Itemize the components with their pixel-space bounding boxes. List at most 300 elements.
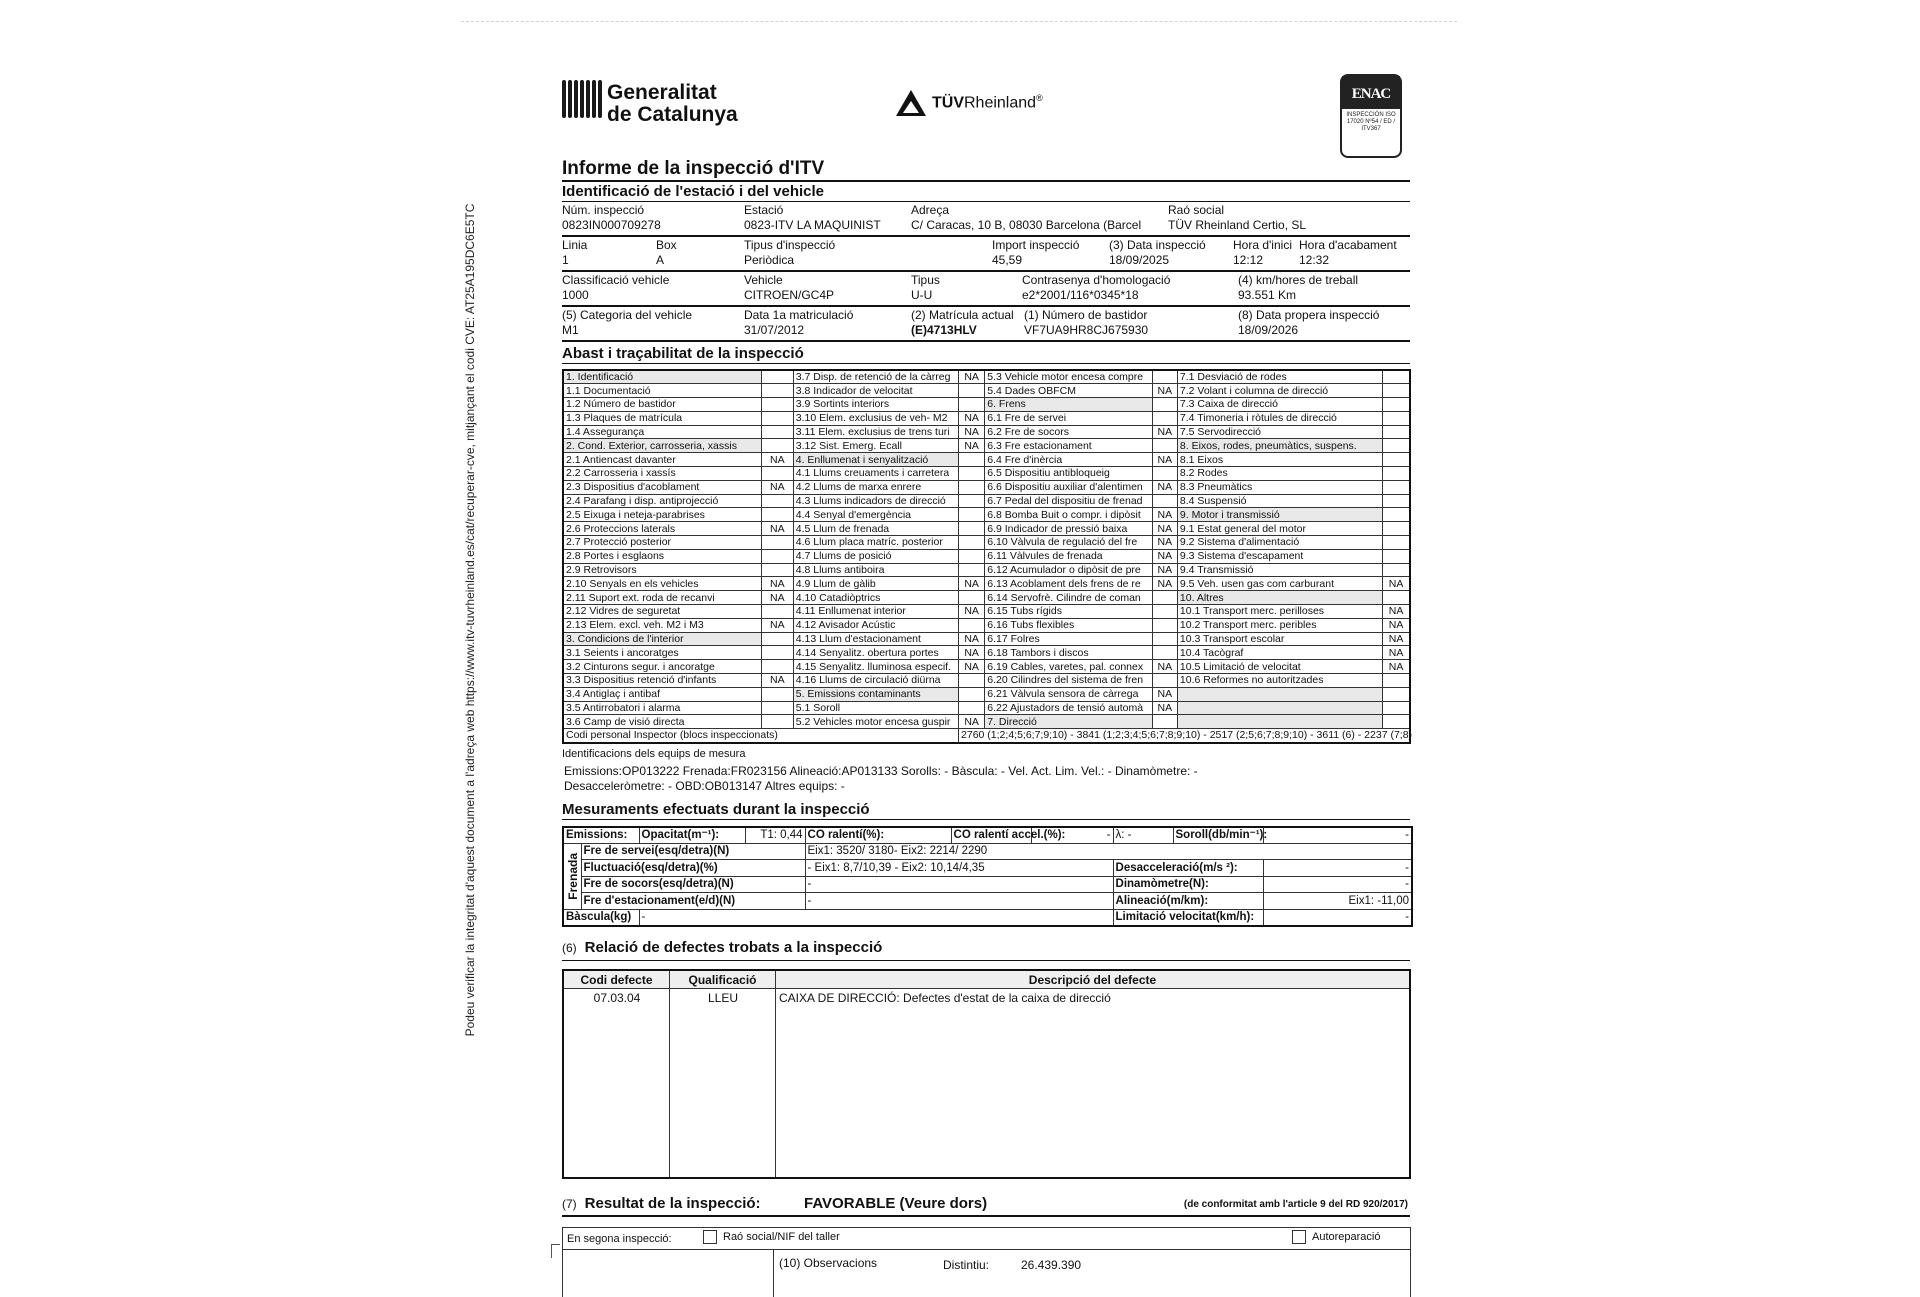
scope-item-status: NA [1152, 536, 1177, 550]
page-corner-mark [551, 1244, 560, 1258]
id-field-label: Contrasenya d'homologació [1022, 273, 1171, 287]
id-field-label: Hora d'acabament [1299, 238, 1397, 252]
section-scope-title: Abast i traçabilitat de la inspecció [562, 344, 1410, 364]
scope-item-status [1383, 370, 1410, 384]
id-field-value: 0823-ITV LA MAQUINIST [744, 218, 881, 232]
defect-rating-header: Qualificació [670, 971, 776, 989]
scope-row [563, 605, 1410, 619]
scope-item-label: 2.12 Vidres de seguretat [563, 605, 761, 619]
scope-row [563, 411, 1410, 425]
scope-item-label: 4.4 Senyal d'emergència [793, 508, 958, 522]
scope-item-status [1383, 425, 1410, 439]
scope-item-label: 6.1 Fre de servei [985, 411, 1153, 425]
scope-item-label: 4.2 Llums de marxa enrere [793, 480, 958, 494]
section-measurements-title: Mesuraments efectuats durant la inspecció [562, 800, 1410, 820]
scope-item-label: 4.13 Llum d'estacionament [793, 632, 958, 646]
scope-row [563, 549, 1410, 563]
id-field-label: Tipus d'inspecció [744, 238, 836, 252]
scope-item-status [1152, 646, 1177, 660]
scope-item-label: 10.2 Transport merc. peribles [1177, 618, 1382, 632]
scope-item-label: 9.5 Veh. usen gas com carburant [1177, 577, 1382, 591]
speed-limit-value: - [1263, 909, 1412, 926]
scope-item-label: 2.13 Elem. excl. veh. M2 i M3 [563, 618, 761, 632]
id-field-label: Data 1a matriculació [744, 308, 854, 322]
scope-item-label: 6.17 Folres [985, 632, 1153, 646]
emergency-brake-label: Fre de socors(esq/detra)(N) [581, 876, 805, 893]
scope-item-status [959, 494, 985, 508]
scope-item-label: 6.5 Dispositiu antibloqueig [985, 467, 1153, 481]
parking-brake-value: - [805, 893, 1113, 910]
fluctuation-label: Fluctuació(esq/detra)(%) [581, 860, 805, 877]
service-brake-value: Eix1: 3520/ 3180- Eix2: 2214/ 2290 [805, 843, 1412, 860]
id-field-label: (8) Data propera inspecció [1238, 308, 1380, 322]
defects-table [562, 969, 1411, 1179]
id-field-label: Box [656, 238, 677, 252]
scope-item-status [761, 632, 793, 646]
scope-item-status [1152, 439, 1177, 453]
scope-item-label: 8.4 Suspensió [1177, 494, 1382, 508]
scope-item-label: 1.3 Plaques de matrícula [563, 411, 761, 425]
id-field-label: (3) Data inspecció [1109, 238, 1206, 252]
scope-item-label: 10. Altres [1177, 591, 1382, 605]
scope-item-status [1383, 701, 1410, 715]
scope-item-label [1177, 715, 1382, 729]
scope-item-status: NA [959, 411, 985, 425]
scope-item-status [761, 687, 793, 701]
scope-item-status [1152, 605, 1177, 619]
equipment-line-2: Desacceleròmetre: - OBD:OB013147 Altres equips: - [564, 778, 845, 793]
scope-item-status: NA [1383, 618, 1410, 632]
id-field-value: 31/07/2012 [744, 323, 805, 337]
scope-item-label: 9. Motor i transmissió [1177, 508, 1382, 522]
scope-item-label: 1. Identificació [563, 370, 761, 384]
scope-item-status: NA [761, 591, 793, 605]
scope-item-label: 2. Cond. Exterior, carrosseria, xassis [563, 439, 761, 453]
scope-item-status [1383, 398, 1410, 412]
scope-item-status [959, 591, 985, 605]
scope-item-label: 4.11 Enllumenat interior [793, 605, 958, 619]
scope-item-label: 3.12 Sist. Emerg. Ecall [793, 439, 958, 453]
scope-item-label: 4.10 Catadiòptrics [793, 591, 958, 605]
defect-description: CAIXA DE DIRECCIÓ: Defectes d'estat de la caixa de direcció [779, 990, 1111, 1005]
scope-item-status [1383, 480, 1410, 494]
scope-item-label: 5.3 Vehicle motor encesa compre [985, 370, 1153, 384]
scope-item-status [1152, 632, 1177, 646]
scope-item-status [959, 508, 985, 522]
scope-row [563, 480, 1410, 494]
scope-row [563, 453, 1410, 467]
scope-item-label: 3.2 Cinturons segur. i ancoratge [563, 660, 761, 674]
id-field-value: 18/09/2026 [1238, 323, 1299, 337]
id-field-label: Vehicle [744, 273, 783, 287]
scope-item-label: 3.4 Antiglaç i antibaf [563, 687, 761, 701]
scope-row [563, 467, 1410, 481]
scope-item-label: 1.1 Documentació [563, 384, 761, 398]
id-field-value: Periòdica [744, 253, 795, 267]
scope-item-label: 3.8 Indicador de velocitat [793, 384, 958, 398]
scope-item-status [761, 494, 793, 508]
id-field-label: Adreça [911, 203, 950, 217]
scope-item-status: NA [761, 480, 793, 494]
enac-seal-text: INSPECCIÓN ISO 17020 Nº54 / ED / ITV367 [1346, 112, 1396, 132]
scope-item-status: NA [1152, 563, 1177, 577]
opacity-value: T1: 0,44 [745, 827, 805, 844]
scale-label: Bàscula(kg) [563, 909, 639, 926]
scope-item-status [1152, 398, 1177, 412]
id-row-2 [562, 237, 1410, 272]
equipment-title: Identificacions dels equips de mesura [562, 747, 746, 760]
scope-item-status [959, 536, 985, 550]
scope-item-label: 4.8 Llums antiboira [793, 563, 958, 577]
defect-description-header: Descripció del defecte [776, 971, 1409, 989]
scope-row [563, 508, 1410, 522]
scope-item-status [959, 480, 985, 494]
scope-item-label: 4.5 Llum de frenada [793, 522, 958, 536]
scope-item-label: 6.16 Tubs flexibles [985, 618, 1153, 632]
scope-item-status [1152, 674, 1177, 688]
emissions-label: Emissions: [563, 827, 639, 844]
scope-item-label: 6.21 Vàlvula sensora de càrrega [985, 687, 1153, 701]
scope-row [563, 674, 1410, 688]
scope-item-label: 4.14 Senyalitz. obertura portes [793, 646, 958, 660]
scope-item-status: NA [1152, 577, 1177, 591]
scope-item-label: 5.1 Soroll [793, 701, 958, 715]
scope-item-status [1383, 536, 1410, 550]
scope-item-status [959, 563, 985, 577]
id-field-value: C/ Caracas, 10 B, 08030 Barcelona (Barcel [911, 218, 1142, 232]
scope-item-label: 3.11 Elem. exclusius de trens turi [793, 425, 958, 439]
scope-item-label: 7.5 Servodirecció [1177, 425, 1382, 439]
scope-item-status [761, 563, 793, 577]
scope-item-status [1152, 467, 1177, 481]
scope-row [563, 494, 1410, 508]
id-field-value: (E)4713HLV [911, 323, 977, 337]
second-inspection-box [562, 1227, 1411, 1297]
id-field-value: 0823IN000709278 [562, 218, 661, 232]
scope-item-label: 4.6 Llum placa matríc. posterior [793, 536, 958, 550]
scope-item-label: 7.2 Volant i columna de direcció [1177, 384, 1382, 398]
scope-row [563, 715, 1410, 729]
id-field-label: (1) Número de bastidor [1024, 308, 1148, 322]
scope-item-label: 6.20 Cilindres del sistema de fren [985, 674, 1153, 688]
scope-item-status: NA [1152, 522, 1177, 536]
scope-row [563, 522, 1410, 536]
scope-item-status: NA [959, 577, 985, 591]
self-repair-checkbox[interactable] [1292, 1230, 1306, 1244]
scope-item-label: 2.7 Protecció posterior [563, 536, 761, 550]
scope-item-status [761, 646, 793, 660]
scope-item-status: NA [761, 618, 793, 632]
scope-row [563, 536, 1410, 550]
scope-item-label: 8.3 Pneumàtics [1177, 480, 1382, 494]
emissions-row [563, 827, 1412, 844]
scope-item-status [1152, 715, 1177, 729]
scope-item-label: 2.5 Eixuga i neteja-parabrises [563, 508, 761, 522]
second-inspection-label: En segona inspecció: [567, 1232, 672, 1245]
scope-item-status: NA [1383, 660, 1410, 674]
scope-item-status: NA [1152, 660, 1177, 674]
scope-item-status [761, 701, 793, 715]
scope-item-status: NA [761, 674, 793, 688]
scope-item-status [761, 508, 793, 522]
scope-item-status [1152, 411, 1177, 425]
id-field-value: 12:32 [1299, 253, 1330, 267]
scope-item-label: 6.14 Servofrè. Cilindre de coman [985, 591, 1153, 605]
scope-item-status [1383, 591, 1410, 605]
scope-row [563, 646, 1410, 660]
scope-item-label: 5.2 Vehicles motor encesa guspir [793, 715, 958, 729]
scope-item-status [959, 674, 985, 688]
scope-item-status: NA [1383, 605, 1410, 619]
scope-item-label: 2.10 Senyals en els vehicles [563, 577, 761, 591]
scope-item-label: 7.1 Desviació de rodes [1177, 370, 1382, 384]
scope-row [563, 384, 1410, 398]
id-field-label: Hora d'inici [1233, 238, 1292, 252]
scope-row [563, 632, 1410, 646]
scope-item-status [761, 715, 793, 729]
scope-item-status: NA [1152, 384, 1177, 398]
scope-item-status: NA [1383, 577, 1410, 591]
deceleration-value: - [1263, 860, 1412, 877]
scope-item-status [1383, 674, 1410, 688]
alignment-value: Eix1: -11,00 [1263, 893, 1412, 910]
lambda-value: λ: - [1113, 827, 1173, 844]
scope-item-status [1383, 439, 1410, 453]
scope-item-status: NA [761, 453, 793, 467]
id-field-value: TÜV Rheinland Certio, SL [1168, 218, 1307, 232]
scope-item-status [761, 425, 793, 439]
scope-item-status: NA [959, 632, 985, 646]
scope-item-label: 3.1 Seients i ancoratges [563, 646, 761, 660]
noise-value: - [1263, 827, 1412, 844]
deceleration-label: Desacceleració(m/s ²): [1113, 860, 1263, 877]
co-accel-value: - [1031, 827, 1113, 844]
section-result-label: Resultat de la inspecció: [584, 1194, 761, 1212]
section-result-number: (7) [562, 1196, 577, 1211]
braking-group [563, 843, 581, 909]
observations-label: (10) Observacions [779, 1255, 878, 1270]
id-field-label: Linia [562, 238, 588, 252]
scope-item-status: NA [761, 522, 793, 536]
tuv-logo-rest: Rheinland [964, 94, 1037, 112]
scope-item-label: 4.16 Llums de circulació diürna [793, 674, 958, 688]
scope-item-label: 4.15 Senyalitz. lluminosa especif. [793, 660, 958, 674]
generalitat-logo-icon [562, 80, 602, 118]
scope-item-status: NA [959, 370, 985, 384]
scope-item-label: 6.7 Pedal del dispositiu de frenad [985, 494, 1153, 508]
scope-item-status [761, 370, 793, 384]
defect-code-header: Codi defecte [564, 971, 670, 989]
id-field-value: 93.551 Km [1238, 288, 1297, 302]
second-inspection-row [563, 1228, 1410, 1250]
scope-item-status [1383, 563, 1410, 577]
distinctive-label: Distintiu: [943, 1257, 990, 1272]
scope-item-status [959, 549, 985, 563]
id-field-label: Estació [744, 203, 784, 217]
self-repair-option[interactable] [1292, 1230, 1381, 1244]
service-brake-row [563, 843, 1412, 860]
scope-item-label: 10.5 Limitació de velocitat [1177, 660, 1382, 674]
scope-item-status [761, 467, 793, 481]
scope-item-status: NA [1383, 646, 1410, 660]
scope-row [563, 563, 1410, 577]
scope-item-label: 6.11 Vàlvules de frenada [985, 549, 1153, 563]
scope-item-status: NA [959, 660, 985, 674]
enac-seal [1340, 74, 1402, 158]
scope-item-label: 6. Frens [985, 398, 1153, 412]
scope-item-label: 10.6 Reformes no autoritzades [1177, 674, 1382, 688]
scope-item-label: 8.1 Eixos [1177, 453, 1382, 467]
scope-item-status [959, 467, 985, 481]
scope-item-label: 7.4 Timoneria i ròtules de direcció [1177, 411, 1382, 425]
dynamometer-label: Dinamòmetre(N): [1113, 876, 1263, 893]
tuv-triangle-icon [896, 90, 926, 116]
scope-item-label: 6.19 Cables, varetes, pal. connex [985, 660, 1153, 674]
scope-item-label: 4. Enllumenat i senyalització [793, 453, 958, 467]
scope-item-status [1383, 494, 1410, 508]
workshop-option[interactable] [703, 1230, 840, 1244]
speed-limit-label: Limitació velocitat(km/h): [1113, 909, 1263, 926]
scope-item-label: 1.4 Assegurança [563, 425, 761, 439]
scope-item-status: NA [959, 715, 985, 729]
inspector-code-row [563, 729, 1410, 743]
generalitat-line2: de Catalunya [607, 103, 738, 126]
scope-item-label: 6.6 Dispositiu auxiliar d'alentimen [985, 480, 1153, 494]
generalitat-line1: Generalitat [607, 81, 717, 104]
scope-row [563, 425, 1410, 439]
observations-divider [773, 1250, 774, 1297]
report-header [562, 74, 1410, 156]
scope-item-label: 10.3 Transport escolar [1177, 632, 1382, 646]
scope-item-status [761, 439, 793, 453]
scope-item-status: NA [1152, 480, 1177, 494]
scope-item-label: 2.11 Suport ext. roda de recanvi [563, 591, 761, 605]
scope-item-label: 6.2 Fre de socors [985, 425, 1153, 439]
id-field-label: Classificació vehicle [562, 273, 670, 287]
scope-item-label: 2.3 Dispositius d'acoblament [563, 480, 761, 494]
id-field-label: Raó social [1168, 203, 1225, 217]
scope-item-label: 6.22 Ajustadors de tensió automà [985, 701, 1153, 715]
scope-item-status [959, 453, 985, 467]
id-field-value: e2*2001/116*0345*18 [1022, 288, 1139, 302]
scope-item-label: 5.4 Dades OBFCM [985, 384, 1153, 398]
scope-item-label: 2.9 Retrovisors [563, 563, 761, 577]
scope-row [563, 439, 1410, 453]
scope-item-label: 8. Eixos, rodes, pneumàtics, suspens. [1177, 439, 1382, 453]
noise-label: Soroll(db/min⁻¹): [1173, 827, 1263, 844]
scope-item-status: NA [1152, 549, 1177, 563]
service-brake-label: Fre de servei(esq/detra)(N) [581, 843, 805, 860]
scope-item-status [959, 398, 985, 412]
scope-item-status: NA [1152, 453, 1177, 467]
scope-item-label [1177, 687, 1382, 701]
scope-item-label: 9.3 Sistema d'escapament [1177, 549, 1382, 563]
scope-item-label: 6.4 Fre d'inèrcia [985, 453, 1153, 467]
scope-item-label: 2.4 Parafang i disp. antiprojecció [563, 494, 761, 508]
scope-item-status [1383, 508, 1410, 522]
scope-item-label: 5. Emissions contaminants [793, 687, 958, 701]
scope-item-label: 6.15 Tubs rígids [985, 605, 1153, 619]
id-field-label: Tipus [911, 273, 940, 287]
scope-row [563, 398, 1410, 412]
scope-row [563, 660, 1410, 674]
scope-item-label: 4.7 Llums de posició [793, 549, 958, 563]
scope-item-label: 10.4 Tacògraf [1177, 646, 1382, 660]
scope-item-label: 7. Direcció [985, 715, 1153, 729]
scope-item-status [1383, 715, 1410, 729]
scope-row [563, 701, 1410, 715]
inspector-code-value: 2760 (1;2;4;5;6;7;9;10) - 3841 (1;2;3;4;5;6;7;8;9;10) - 2517 (2;5;6;7;8;9;10) - 3611 (6) - 2237 (7;8) [959, 729, 1410, 743]
scope-item-label: 2.1 Antiencast davanter [563, 453, 761, 467]
self-repair-label: Autoreparació [1312, 1230, 1381, 1243]
alignment-label: Alineació(m/km): [1113, 893, 1263, 910]
scope-item-label: 3. Condicions de l'interior [563, 632, 761, 646]
workshop-label: Raó social/NIF del taller [723, 1230, 840, 1243]
scope-item-status [761, 549, 793, 563]
id-field-value: 1000 [562, 288, 589, 302]
scope-item-label: 2.2 Carrosseria i xassís [563, 467, 761, 481]
scope-item-label: 6.8 Bomba Buit o compr. i dipòsit [985, 508, 1153, 522]
scope-item-status [1152, 494, 1177, 508]
braking-label: Frenada [566, 852, 580, 900]
dynamometer-value: - [1263, 876, 1412, 893]
scope-item-label: 4.9 Llum de gàlib [793, 577, 958, 591]
id-field-value: 1 [562, 253, 569, 267]
scope-item-status: NA [959, 646, 985, 660]
scope-item-label: 6.12 Acumulador o dipòsit de pre [985, 563, 1153, 577]
scope-row [563, 577, 1410, 591]
inspection-result: FAVORABLE (Veure dors) [804, 1194, 988, 1212]
scope-item-label: 9.1 Estat general del motor [1177, 522, 1382, 536]
scope-item-status [1383, 467, 1410, 481]
scope-item-status [959, 701, 985, 715]
scope-item-status [1383, 522, 1410, 536]
scale-value: - [639, 909, 1113, 926]
measurements-table [562, 826, 1413, 927]
section-defects-title [562, 939, 1410, 961]
parking-brake-label: Fre d'estacionament(e/d)(N) [581, 893, 805, 910]
scope-item-label: 6.18 Tambors i discos [985, 646, 1153, 660]
workshop-checkbox[interactable] [703, 1230, 717, 1244]
scope-item-label: 8.2 Rodes [1177, 467, 1382, 481]
scope-item-status [1383, 411, 1410, 425]
scope-item-label: 3.3 Dispositius retenció d'infants [563, 674, 761, 688]
scope-item-status [761, 660, 793, 674]
scope-item-status: NA [959, 425, 985, 439]
scope-item-status [761, 398, 793, 412]
scope-item-label: 4.1 Llums creuaments i carretera [793, 467, 958, 481]
section-defects-label: Relació de defectes trobats a la inspecció [584, 938, 883, 956]
scope-item-label: 2.6 Proteccions laterals [563, 522, 761, 536]
report-title: Informe de la inspecció d'ITV [562, 156, 1410, 182]
id-field-value: VF7UA9HR8CJ675930 [1024, 323, 1149, 337]
scope-item-status [1383, 549, 1410, 563]
id-field-label: (4) km/hores de treball [1238, 273, 1359, 287]
verification-side-text: Podeu verificar la integritat d'aquest document a l'adreça web https://www.itv-tuvrheinland.es/cat/recuperar-cve, mitjançant el codi CVE: AT25A195DC6E5TC [463, 203, 477, 1037]
id-field-value: A [656, 253, 665, 267]
id-row-4 [562, 307, 1410, 342]
scope-item-label [1177, 701, 1382, 715]
scope-item-status [959, 522, 985, 536]
defect-code: 07.03.04 [593, 990, 641, 1005]
page-top-rule [461, 21, 1457, 22]
tuv-logo [896, 90, 1043, 116]
id-field-value: 45,59 [992, 253, 1023, 267]
scope-item-status [761, 411, 793, 425]
defect-rating: LLEU [707, 990, 739, 1005]
scope-item-status: NA [1152, 687, 1177, 701]
id-field-value: U-U [911, 288, 933, 302]
